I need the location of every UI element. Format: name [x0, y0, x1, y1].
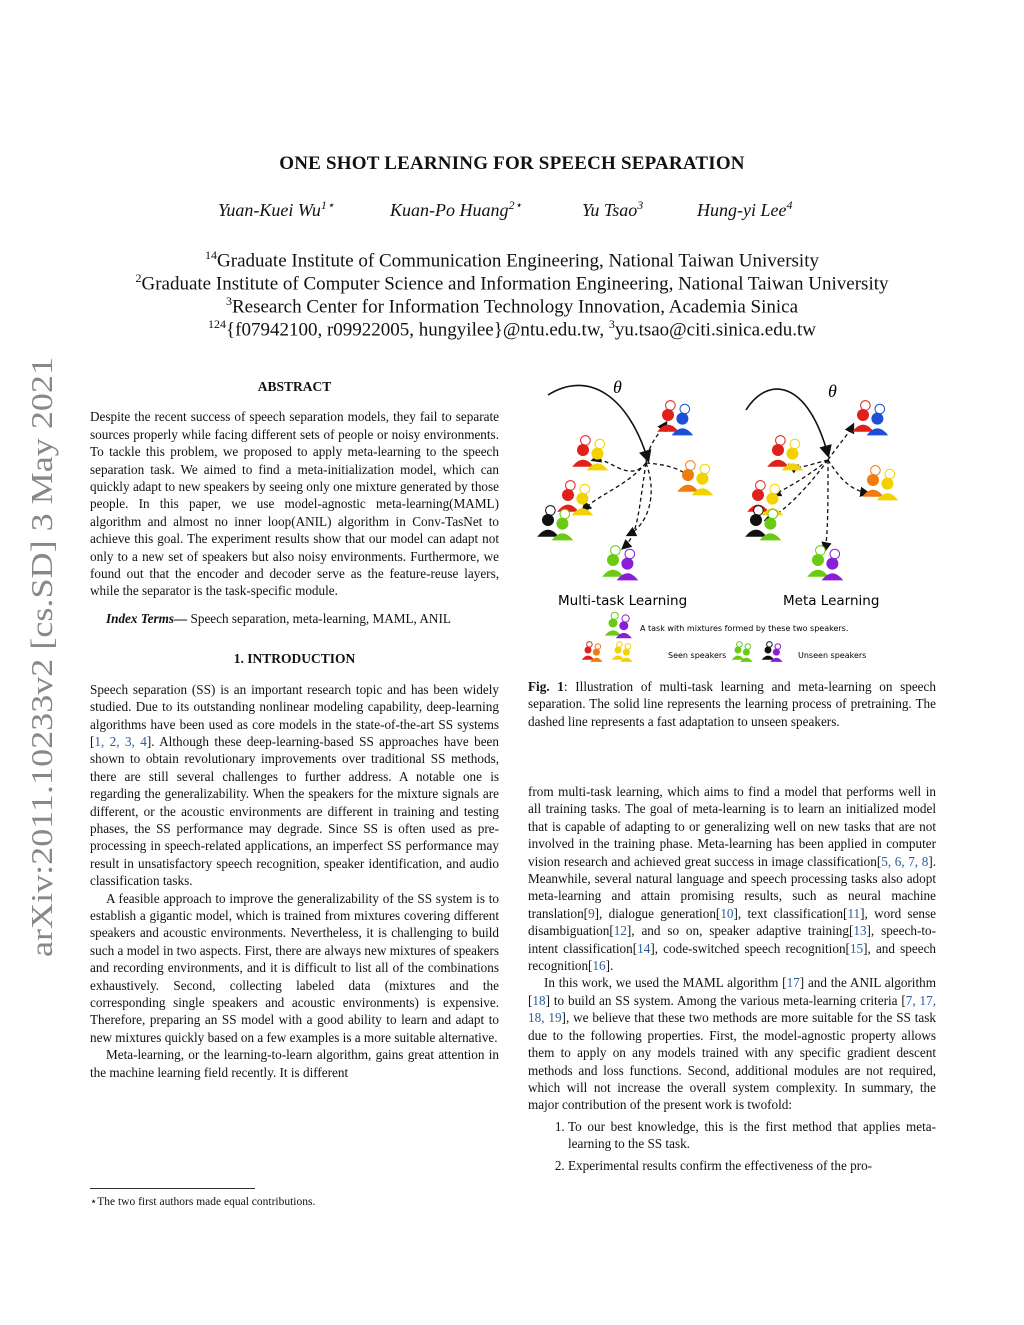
- speaker-icon: [767, 436, 789, 467]
- author-3: Yu Tsao$^3$: [582, 198, 644, 220]
- left-column: [90, 378, 499, 1081]
- footnote: ⋆The two first authors made equal contributions.: [90, 1196, 316, 1208]
- intro-paragraph-2: A feasible approach to improve the generalizability of the SS system is to establish a gigantic model, which is trained from mixtures covering different speakers and acoustic environments. Nevertheless, it is challenging to build such a model in two aspects. First, there are always new mixtures of speakers and recording environments, and it is difficult to list all of the combinations exhaustively. Second, collecting labeled data (mixtures and the corresponding single speakers and acoustic environments) is expensive. Therefore, preparing an SS model with a good ability to learn and adapt to new mixtures quickly based on a few examples is a more suitable alternative.: [90, 890, 499, 1045]
- speaker-icon: [605, 612, 621, 635]
- speaker-icon: [572, 436, 594, 467]
- figure-caption: Fig. 1: Illustration of multi-task learning and meta-learning on speech separation. The solid line represents the learning process of pretraining. The dashed line represents a fast adaptation to unseen speakers.: [528, 679, 936, 729]
- legend-seen-text: Seen speakers: [668, 651, 727, 660]
- pretraining-arrow-right: [746, 389, 828, 455]
- citation-link[interactable]: 1, 2, 3, 4: [94, 733, 147, 749]
- theta-left: θ: [613, 377, 622, 397]
- abstract-body: Despite the recent success of speech separation models, they fail to separate sources properly while facing different sets of people or noisy environments. To tackle this problem, we proposed to apply meta-learning to the speech separation task. We aimed to find a meta-initialization model, which can quickly adapt to new speakers by seeing only one mixture generated by those people. In this paper, we use model-agnostic meta-learning(MAML) algorithm and almost no inner loop(ANIL) algorithm in Conv-TasNet to achieve this goal. The experiment results show that our model can adapt not only to a new set of speakers but also noisy environments. Furthermore, we found out that the encoder and decoder serve as the feature-reuse layers, while the separator is the task-specific module.: [90, 409, 499, 599]
- abstract-heading: ABSTRACT: [257, 379, 332, 394]
- arxiv-sidebar: [12, 345, 68, 965]
- speaker-icon: [677, 461, 699, 492]
- speaker-icon: [732, 642, 745, 660]
- figure-1: [528, 365, 938, 675]
- speaker-icon: [612, 642, 625, 660]
- affiliation-3: $^3$Research Center for Information Technology Innovation, Academia Sinica: [225, 294, 799, 318]
- label-meta: Meta Learning: [783, 593, 880, 609]
- contribution-item-1: 1. To our best knowledge, this is the first method that applies meta-learning to the SS task.: [568, 1118, 936, 1153]
- author-4: Hung-yi Lee$^4$: [697, 198, 793, 220]
- intro-paragraph-3: Meta-learning, or the learning-to-learn algorithm, gains great attention in the machine learning field recently. It is different: [90, 1047, 499, 1080]
- right-paragraph-2: In this work, we used the MAML algorithm [17] and the ANIL algorithm [18] to build an SS system. Among the various meta-learning criteria [7, 17, 18, 19], we believe that these two methods are more suitable for the SS task due to the following properties. First, the model-agnostic property allows them to apply on any models trained with any specific gradient descent methods and loss functions. Second, additional modules are not required, which will not increase the overall system complexity. In summary, the major contribution of the present work is twofold:: [528, 975, 936, 1113]
- arxiv-identifier: arXiv:2011.10233v2 [cs.SD] 3 May 2021: [24, 441, 59, 957]
- speaker-icon: [537, 506, 559, 537]
- contribution-item-2: 2. Experimental results confirm the effectiveness of the pro-: [568, 1157, 936, 1174]
- affiliation-1: $^{14}$Graduate Institute of Communication Engineering, National Taiwan University: [205, 248, 819, 272]
- author-1: Yuan-Kuei $Wu^{1⋆}$: [218, 198, 335, 220]
- speaker-icons: [537, 401, 898, 662]
- right-column: [528, 783, 936, 1178]
- intro-heading: 1. INTRODUCTION: [233, 651, 356, 667]
- speaker-icon: [657, 401, 679, 432]
- affiliation-emails: $^{124}${f07942100, r09922005, hungyilee}@ntu.edu.tw, $^3$yu.tsao@citi.sinica.edu.tw: [208, 317, 816, 341]
- right-paragraph-1: from multi-task learning, which aims to find a model that performs well in all training tasks. The goal of meta-learning is to learn an initialized model that is capable of adapting to or generalizing well on new tasks that are not involved in the training phase. Meta-learning has been applied in computer vision research and achieved great success in image classification[5, 6, 7, 8]. Meanwhile, several natural language and speech processing tasks also adopt meta-learning and attain promising results, such as neural machine translation[9], dialogue generation[10], text classification[11], word sense disambiguation[12], and so on, speaker adaptive training[13], speech-to-intent classification[14], code-switched speech recognition[15], and speech recognition[16].: [528, 784, 937, 974]
- speaker-icon: [807, 546, 829, 577]
- contribution-list: [528, 1118, 936, 1174]
- speaker-icon: [762, 642, 775, 660]
- theta-right: θ: [828, 381, 837, 401]
- author-2: Kuan-Po Huang$^{2⋆}$: [390, 198, 523, 220]
- intro-paragraph-1: Speech separation (SS) is an important research topic and has been widely studied. Due to its outstanding nonlinear modeling capability, deep-learning algorithms have been used as core models in the state-of-the-art SS systems [1, 2, 3, 4]. Although these deep-learning-based SS approaches have been shown to obtain revolutionary improvements over traditional SS methods, there are still several challenges to further address. A notable one is regarding the generalizability. When the speakers for the mixture signals are different, or the acoustic environments are different in training and testing phases, the SS performance may degrade. Since SS is often used as pre-processing in speech-related applications, an imperfect SS performance may result in unsatisfactory speech recognition, speaker identification, and audio classification tasks.: [90, 681, 500, 889]
- speaker-icon: [557, 481, 579, 512]
- speaker-icon: [852, 401, 874, 432]
- legend-unseen-text: Unseen speakers: [798, 651, 867, 660]
- footnote-rule: [90, 1188, 255, 1189]
- legend-task-text: A task with mixtures formed by these two speakers.: [640, 624, 849, 633]
- index-terms: Index Terms— Speech separation, meta-learning, MAML, ANIL: [106, 610, 451, 626]
- label-multitask: Multi-task Learning: [558, 593, 688, 609]
- affiliation-2: $^2$Graduate Institute of Computer Science and Information Engineering, National Taiwan University: [135, 271, 889, 295]
- speaker-icon: [582, 642, 595, 660]
- speaker-icon: [602, 546, 624, 577]
- paper-title: ONE SHOT LEARNING FOR SPEECH SEPARATION: [279, 153, 745, 174]
